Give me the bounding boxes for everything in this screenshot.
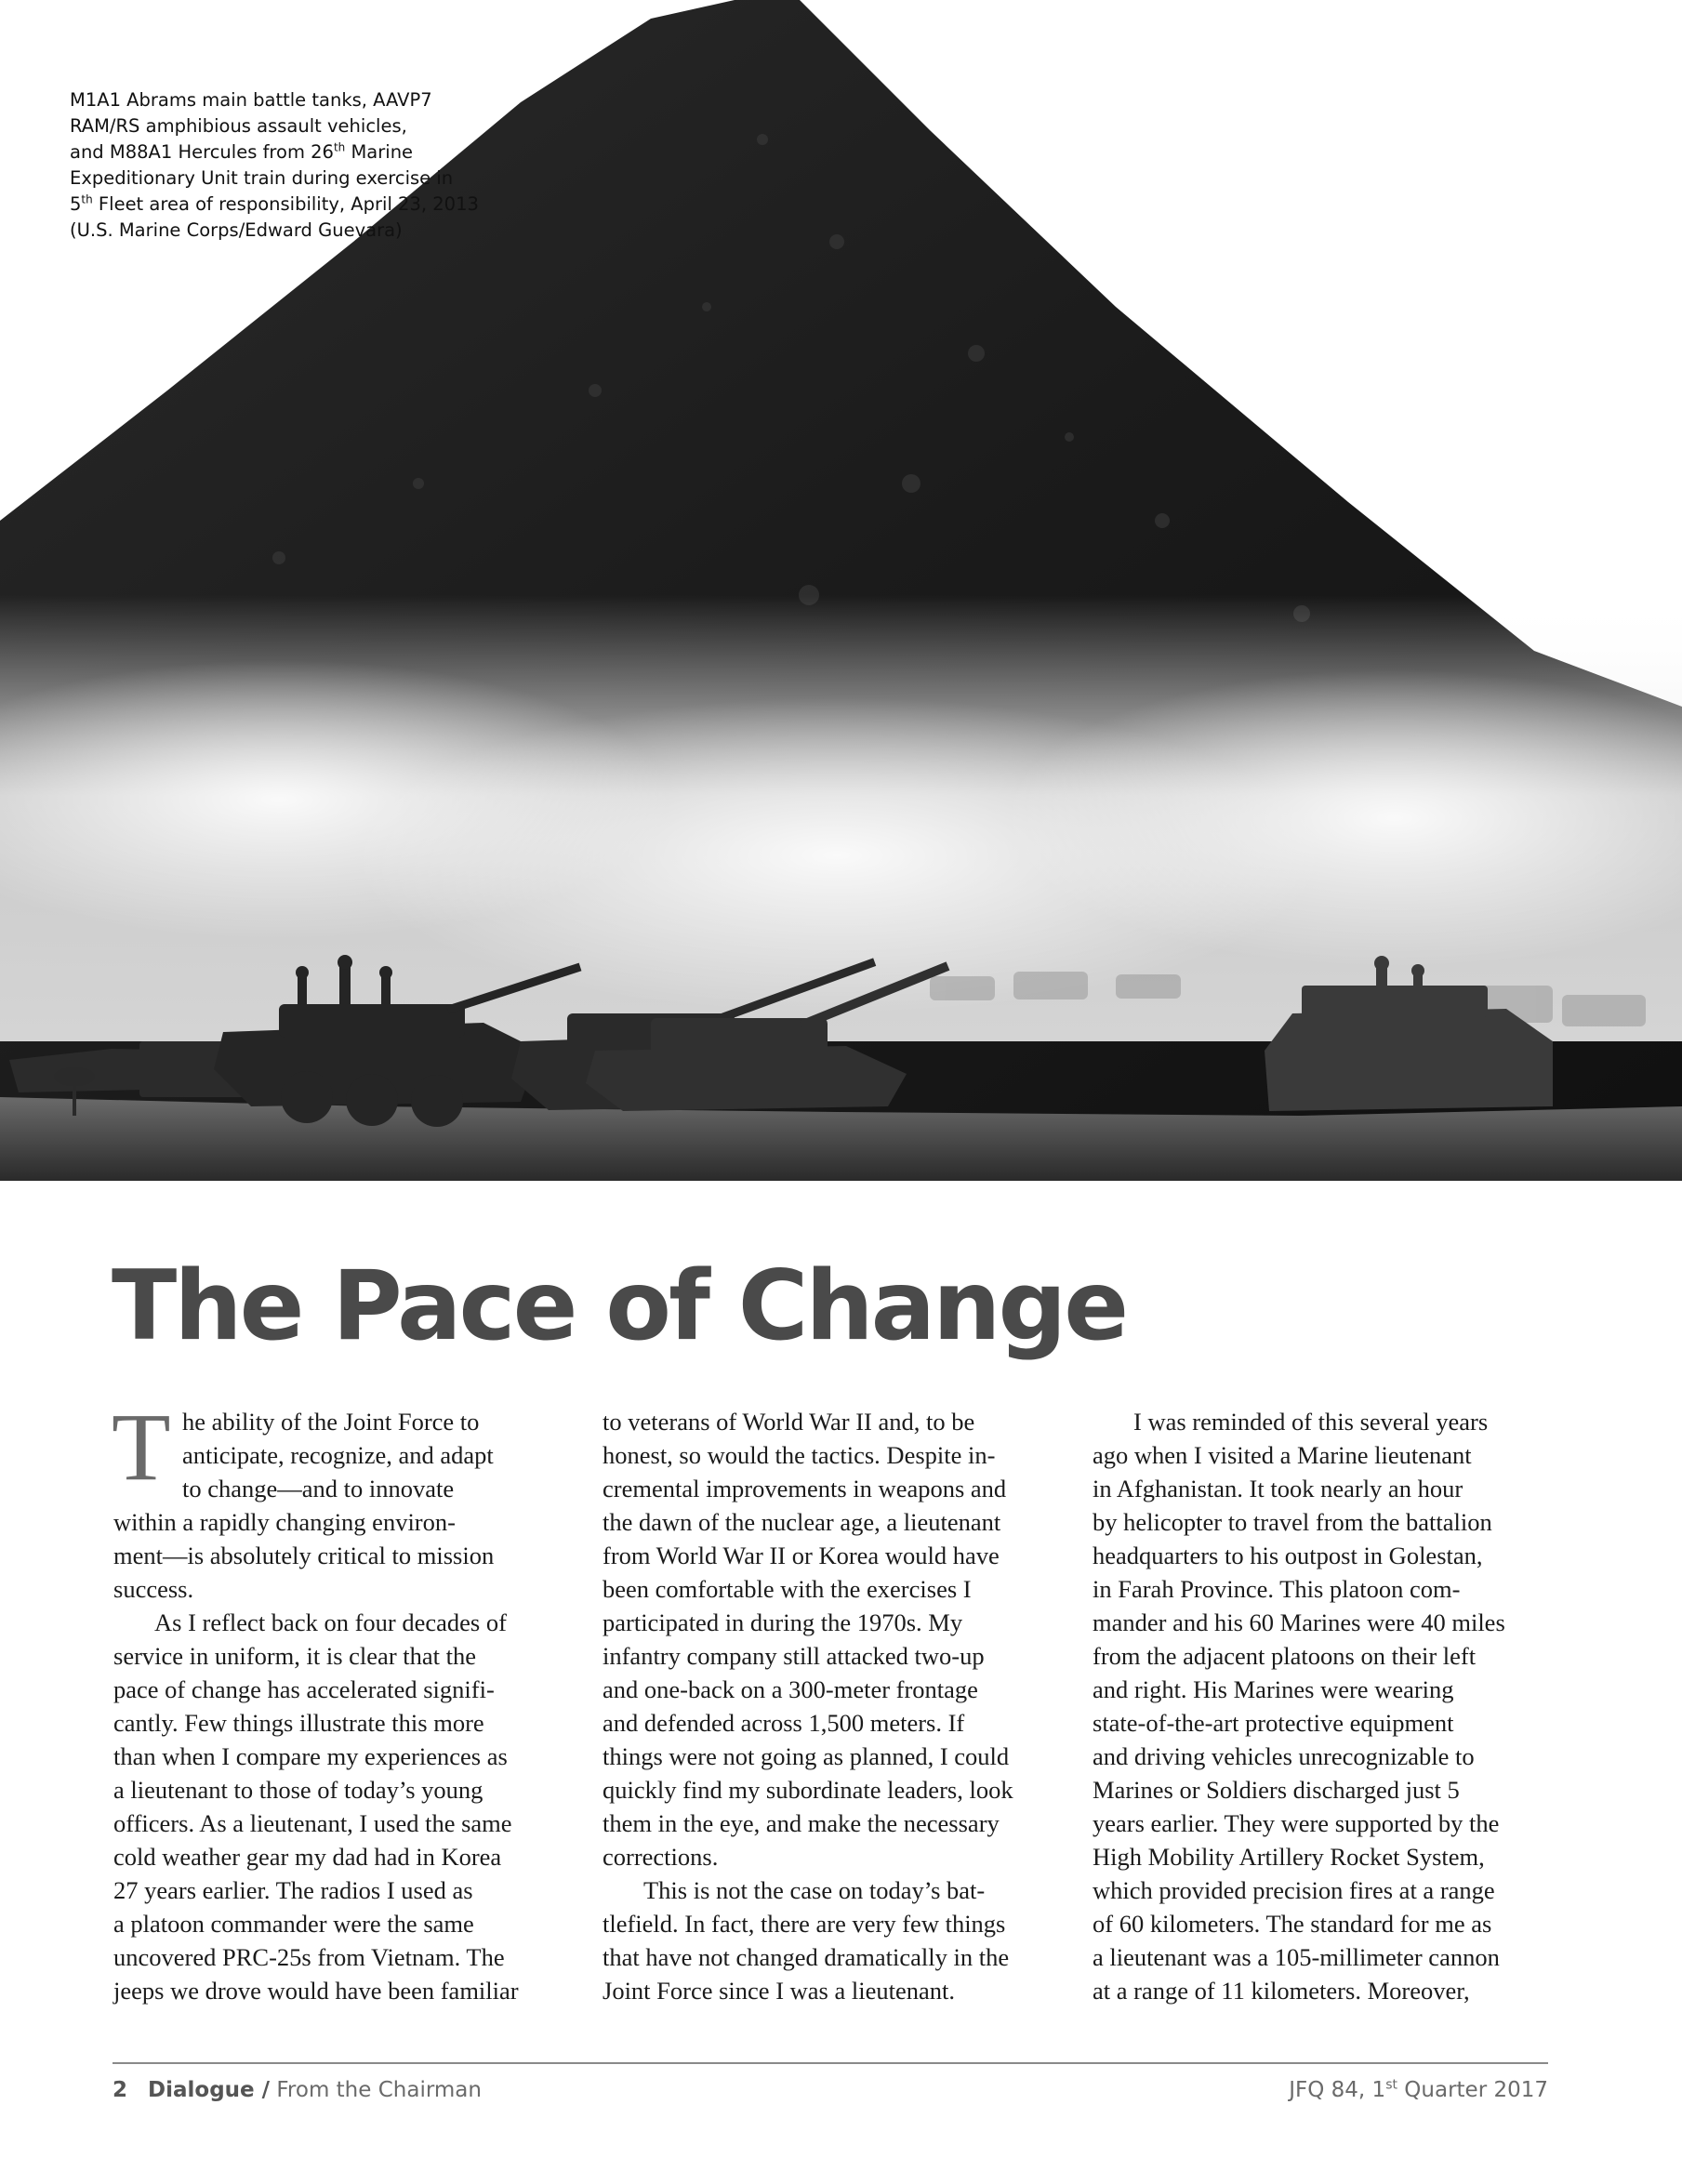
text-line: As I reflect back on four decades of (154, 1608, 507, 1636)
text-line: quickly find my subordinate leaders, look (603, 1776, 1013, 1804)
text-line: headquarters to his outpost in Golestan, (1093, 1542, 1483, 1569)
text-line: the dawn of the nuclear age, a lieutenant (603, 1508, 1001, 1536)
text-line: and defended across 1,500 meters. If (603, 1709, 965, 1737)
caption-line: M1A1 Abrams main battle tanks, AAVP7 (70, 89, 432, 111)
text-line: cold weather gear my dad had in Korea (113, 1843, 502, 1871)
text-line: to change—and to innovate (182, 1475, 455, 1502)
text-line: them in the eye, and make the necessary (603, 1809, 1000, 1837)
text-line: of 60 kilometers. The standard for me as (1093, 1910, 1492, 1938)
subsection-label: From the Chairman (276, 2078, 482, 2102)
text-line: honest, so would the tactics. Despite in- (603, 1441, 996, 1469)
page-number: 2 (113, 2078, 128, 2102)
text-line: years earlier. They were supported by the (1093, 1809, 1500, 1837)
text-line: ment—is absolutely critical to mission (113, 1542, 495, 1569)
text-line: which provided precision fires at a range (1093, 1876, 1495, 1904)
caption-line: and M88A1 Hercules from 26th Marine (70, 140, 414, 163)
text-line: officers. As a lieutenant, I used the same (113, 1809, 512, 1837)
text-line: within a rapidly changing environ- (113, 1508, 456, 1536)
text-line: he ability of the Joint Force to (182, 1408, 480, 1436)
text-line: in Farah Province. This platoon com- (1093, 1575, 1461, 1603)
text-line: that have not changed dramatically in the (603, 1943, 1010, 1971)
footer-section (113, 2076, 482, 2104)
section-label: Dialogue / (148, 2078, 271, 2102)
journal-issue: JFQ 84, 1st Quarter 2017 (1289, 2077, 1548, 2102)
text-line: a lieutenant to those of today’s young (113, 1776, 483, 1804)
text-line: cremental improvements in weapons and (603, 1475, 1007, 1502)
text-line: to veterans of World War II and, to be (603, 1408, 975, 1436)
caption-line: Expeditionary Unit train during exercise in (70, 167, 454, 189)
text-line: success. (113, 1575, 194, 1603)
text-line: jeeps we drove would have been familiar (113, 1977, 519, 2005)
photo-caption (70, 87, 507, 244)
text-line: things were not going as planned, I could (603, 1742, 1010, 1770)
text-line: mander and his 60 Marines were 40 miles (1093, 1608, 1505, 1636)
caption-line: RAM/RS amphibious assault vehicles, (70, 115, 407, 137)
footer-rule (113, 2062, 1548, 2064)
article-title: The Pace of Change (112, 1251, 1127, 1362)
article-column-3 (1093, 1405, 1543, 2007)
article-column-2 (603, 1405, 1053, 2007)
caption-line: 5th Fleet area of responsibility, April 23, 2013 (70, 192, 479, 215)
text-line: Joint Force since I was a lieutenant. (603, 1977, 955, 2005)
text-line: I was reminded of this several years (1133, 1408, 1489, 1436)
text-line: and one-back on a 300-meter frontage (603, 1675, 978, 1703)
text-line: tlefield. In fact, there are very few things (603, 1910, 1006, 1938)
text-line: This is not the case on today’s bat- (643, 1876, 986, 1904)
text-line: anticipate, recognize, and adapt (182, 1441, 494, 1469)
text-line: pace of change has accelerated signifi- (113, 1675, 495, 1703)
text-line: corrections. (603, 1843, 719, 1871)
text-line: from the adjacent platoons on their left (1093, 1642, 1477, 1670)
text-line: uncovered PRC-25s from Vietnam. The (113, 1943, 505, 1971)
text-line: from World War II or Korea would have (603, 1542, 1000, 1569)
text-line: ago when I visited a Marine lieutenant (1093, 1441, 1472, 1469)
text-line: and right. His Marines were wearing (1093, 1675, 1454, 1703)
text-line: in Afghanistan. It took nearly an hour (1093, 1475, 1463, 1502)
text-line: been comfortable with the exercises I (603, 1575, 972, 1603)
text-line: cantly. Few things illustrate this more (113, 1709, 484, 1737)
text-line: by helicopter to travel from the battalion (1093, 1508, 1492, 1536)
text-line: 27 years earlier. The radios I used as (113, 1876, 473, 1904)
text-line: than when I compare my experiences as (113, 1742, 508, 1770)
drop-cap: T (112, 1394, 171, 1501)
text-line: and driving vehicles unrecognizable to (1093, 1742, 1475, 1770)
text-line: a lieutenant was a 105-millimeter cannon (1093, 1943, 1500, 1971)
article-column-1 (113, 1405, 564, 2007)
text-line: state-of-the-art protective equipment (1093, 1709, 1454, 1737)
text-line: a platoon commander were the same (113, 1910, 474, 1938)
text-line: service in uniform, it is clear that the (113, 1642, 477, 1670)
caption-line: (U.S. Marine Corps/Edward Guevara) (70, 219, 403, 241)
text-line: infantry company still attacked two-up (603, 1642, 985, 1670)
text-line: participated in during the 1970s. My (603, 1608, 963, 1636)
text-line: at a range of 11 kilometers. Moreover, (1093, 1977, 1470, 2005)
text-line: Marines or Soldiers discharged just 5 (1093, 1776, 1460, 1804)
text-line: High Mobility Artillery Rocket System, (1093, 1843, 1485, 1871)
